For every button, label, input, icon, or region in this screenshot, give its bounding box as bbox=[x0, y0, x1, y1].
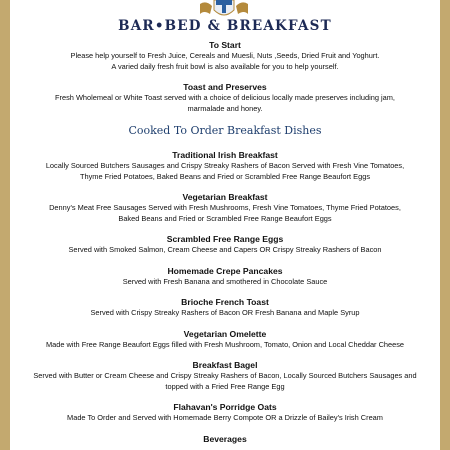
section-text: Please help yourself to Fresh Juice, Cereals and Muesli, Nuts ,Seeds, Dried Fruit and Yoghurt. A varied daily fresh fruit bowl is also available for you to help yourself. bbox=[70, 51, 380, 71]
dish-title: Flahavan's Porridge Oats bbox=[173, 402, 277, 412]
dish-description: Made To Order and Served with Homemade Berry Compote OR a Drizzle of Bailey's Irish Cream bbox=[67, 413, 383, 422]
dish-description: Made with Free Range Beaufort Eggs filled with Fresh Mushroom, Tomato, Onion and Local Cheddar Cheese bbox=[45, 339, 405, 349]
dish-title: Vegetarian Omelette bbox=[183, 328, 267, 339]
dish-description: Locally Sourced Butchers Sausages and Crispy Streaky Rashers of Bacon Served with Fresh Vine Tomatoes, Thyme Fried Potatoes, Baked Beans and Fried or Scrambled Free Range Beaufort Eggs bbox=[45, 161, 405, 181]
section-title: To Start bbox=[209, 40, 241, 50]
section-title: Toast and Preserves bbox=[183, 82, 267, 92]
dish-item bbox=[10, 150, 440, 182]
dish-item bbox=[10, 329, 440, 351]
menu-header bbox=[10, 0, 440, 40]
dish-description: Denny's Meat Free Sausages Served with Fresh Mushrooms, Fresh Vine Tomatoes, Thyme Fried Potatoes, Baked Beans and Fried or Scrambled Free Range Beaufort Eggs bbox=[49, 203, 401, 223]
section-text: Fresh Wholemeal or White Toast served with a choice of delicious locally made preserves including jam, marmalade and honey. bbox=[55, 93, 395, 113]
dish-title: Brioche French Toast bbox=[181, 297, 269, 307]
dish-description: Served with Smoked Salmon, Cream Cheese and Capers OR Crispy Streaky Rashers of Bacon bbox=[68, 245, 382, 254]
section-toast-preserves bbox=[10, 82, 440, 114]
dish-item bbox=[10, 266, 440, 288]
left-gold-border bbox=[0, 0, 10, 450]
brand-name: BAR•BED & BREAKFAST bbox=[118, 18, 332, 34]
dish-title: Homemade Crepe Pancakes bbox=[167, 265, 283, 276]
dish-description: Served with Fresh Banana and smothered in Chocolate Sauce bbox=[122, 276, 328, 286]
crest-logo-icon bbox=[198, 0, 250, 18]
menu-content bbox=[10, 40, 440, 450]
dish-item bbox=[10, 360, 440, 392]
dish-item bbox=[10, 234, 440, 256]
dish-title: Scrambled Free Range Eggs bbox=[166, 234, 284, 244]
dish-item bbox=[10, 297, 440, 319]
cooked-heading: Cooked To Order Breakfast Dishes bbox=[128, 124, 322, 137]
section-title: Beverages bbox=[203, 433, 247, 444]
section-to-start bbox=[10, 40, 440, 72]
right-gold-border bbox=[440, 0, 450, 450]
dish-description: Served with Crispy Streaky Rashers of Bacon OR Fresh Banana and Maple Syrup bbox=[90, 308, 360, 317]
dish-item bbox=[10, 402, 440, 424]
dish-title: Traditional Irish Breakfast bbox=[172, 150, 278, 160]
menu-page bbox=[10, 0, 440, 450]
dish-title: Vegetarian Breakfast bbox=[182, 192, 268, 202]
dish-description: Served with Butter or Cream Cheese and Crispy Streaky Rashers of Bacon, Locally Sourced Butchers Sausages and topped with a Fried Free Range Egg bbox=[33, 371, 417, 391]
section-beverages bbox=[10, 434, 440, 445]
dish-item bbox=[10, 192, 440, 224]
dish-title: Breakfast Bagel bbox=[192, 360, 258, 370]
